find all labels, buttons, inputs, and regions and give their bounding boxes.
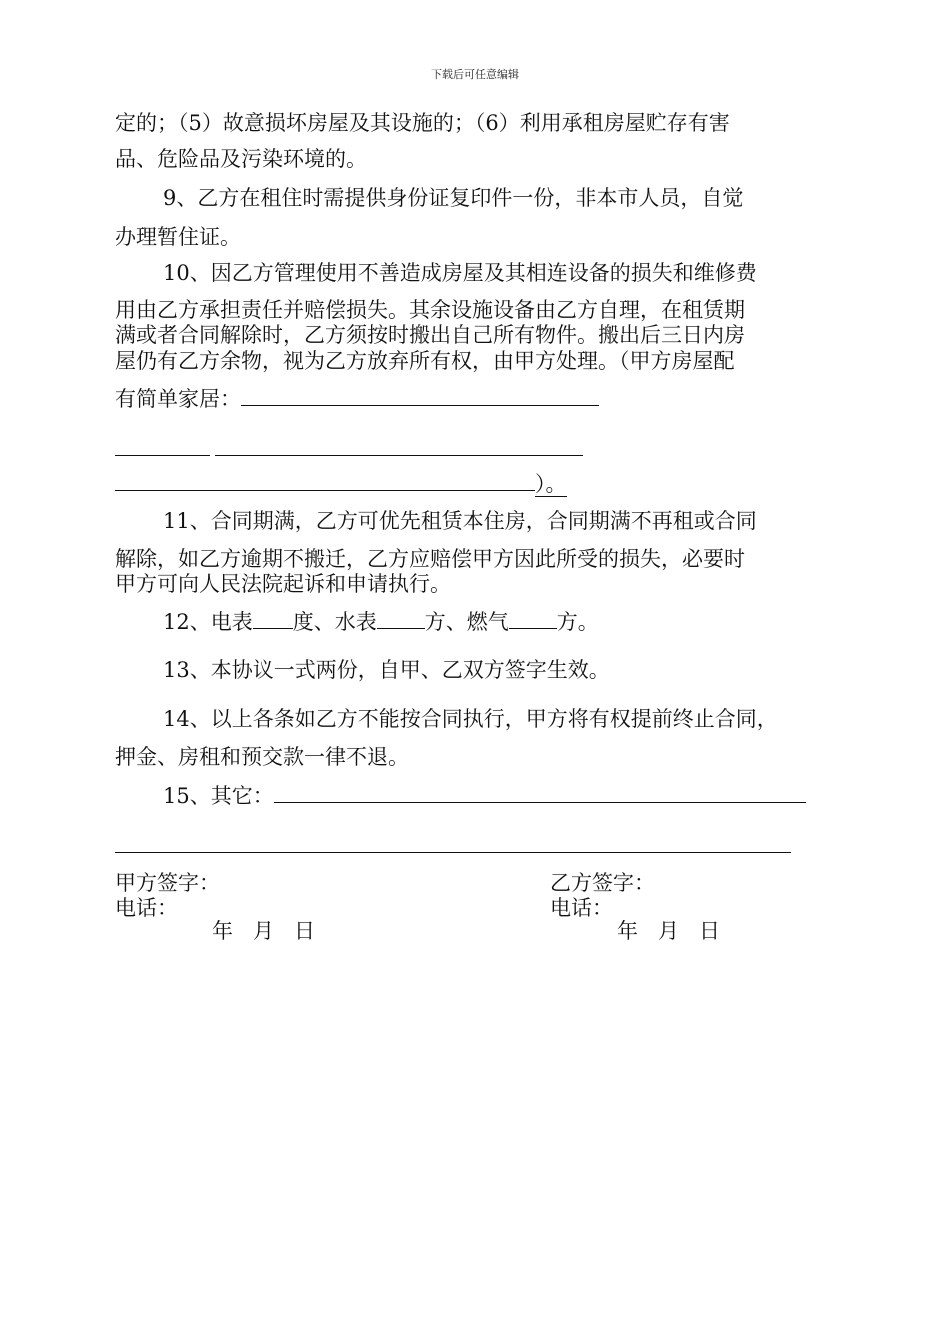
clause-11-line-1: 11、合同期满，乙方可优先租赁本住房，合同期满不再租或合同 (163, 509, 757, 533)
clause-15 (163, 782, 806, 809)
party-b-phone-label: 电话： (550, 896, 613, 920)
furniture-blank-2b[interactable] (215, 455, 583, 456)
clause-10-line-2: 用由乙方承担责任并赔偿损失。其余设施设备由乙方自理，在租赁期 (115, 298, 745, 322)
furniture-blank-3[interactable] (115, 470, 535, 491)
party-b-date: 年 月 日 (617, 919, 721, 943)
other-blank-2[interactable] (115, 852, 791, 853)
clause-10-line-4: 屋仍有乙方余物，视为乙方放弃所有权，由甲方处理。（甲方房屋配 (115, 349, 735, 373)
party-b-signature-label: 乙方签字： (550, 871, 655, 895)
gas-meter-label: 方、燃气 (424, 610, 509, 634)
clause-10-line-3: 满或者合同解除时，乙方须按时搬出自己所有物件。搬出后三日内房 (115, 323, 745, 347)
other-label: 15、其它： (163, 784, 274, 808)
electric-meter-blank[interactable] (253, 608, 293, 629)
other-blank-1[interactable] (274, 782, 806, 803)
clause-continuation-line-2: 品、危险品及污染环境的。 (115, 147, 367, 171)
clause-10-line-1: 10、因乙方管理使用不善造成房屋及其相连设备的损失和维修费 (163, 261, 757, 285)
clause-continuation-line-1: 定的；（5）故意损坏房屋及其设施的；（6）利用承租房屋贮存有害 (115, 111, 730, 135)
clause-11-line-3: 甲方可向人民法院起诉和申请执行。 (115, 572, 451, 596)
clause-10-close: ）。 (535, 472, 567, 496)
clause-9-line-2: 办理暂住证。 (115, 225, 241, 249)
clause-9-line-1: 9、乙方在租住时需提供身份证复印件一份，非本市人员，自觉 (163, 186, 744, 210)
water-meter-label: 度、水表 (292, 610, 377, 634)
clause-14-line-1: 14、以上各条如乙方不能按合同执行，甲方将有权提前终止合同， (163, 707, 778, 731)
clause-14-line-2: 押金、房租和预交款一律不退。 (115, 745, 409, 769)
furniture-blank-2a[interactable] (115, 455, 210, 456)
party-a-signature-label: 甲方签字： (115, 871, 220, 895)
party-a-date: 年 月 日 (212, 919, 316, 943)
electric-meter-label: 12、电表 (163, 610, 253, 634)
clause-13: 13、本协议一式两份，自甲、乙双方签字生效。 (163, 658, 610, 682)
clause-10-close-line (115, 470, 567, 497)
clause-10-line-5 (115, 385, 599, 412)
clause-11-line-2: 解除，如乙方逾期不搬迁，乙方应赔偿甲方因此所受的损失，必要时 (115, 547, 745, 571)
party-a-phone-label: 电话： (115, 896, 178, 920)
header-note: 下载后可任意编辑 (431, 68, 519, 81)
furniture-blank-1[interactable] (241, 385, 599, 406)
water-meter-blank[interactable] (377, 608, 425, 629)
furniture-label: 有简单家居： (115, 387, 241, 411)
clause-12 (163, 608, 599, 635)
gas-meter-blank[interactable] (509, 608, 557, 629)
gas-unit-label: 方。 (556, 610, 599, 634)
